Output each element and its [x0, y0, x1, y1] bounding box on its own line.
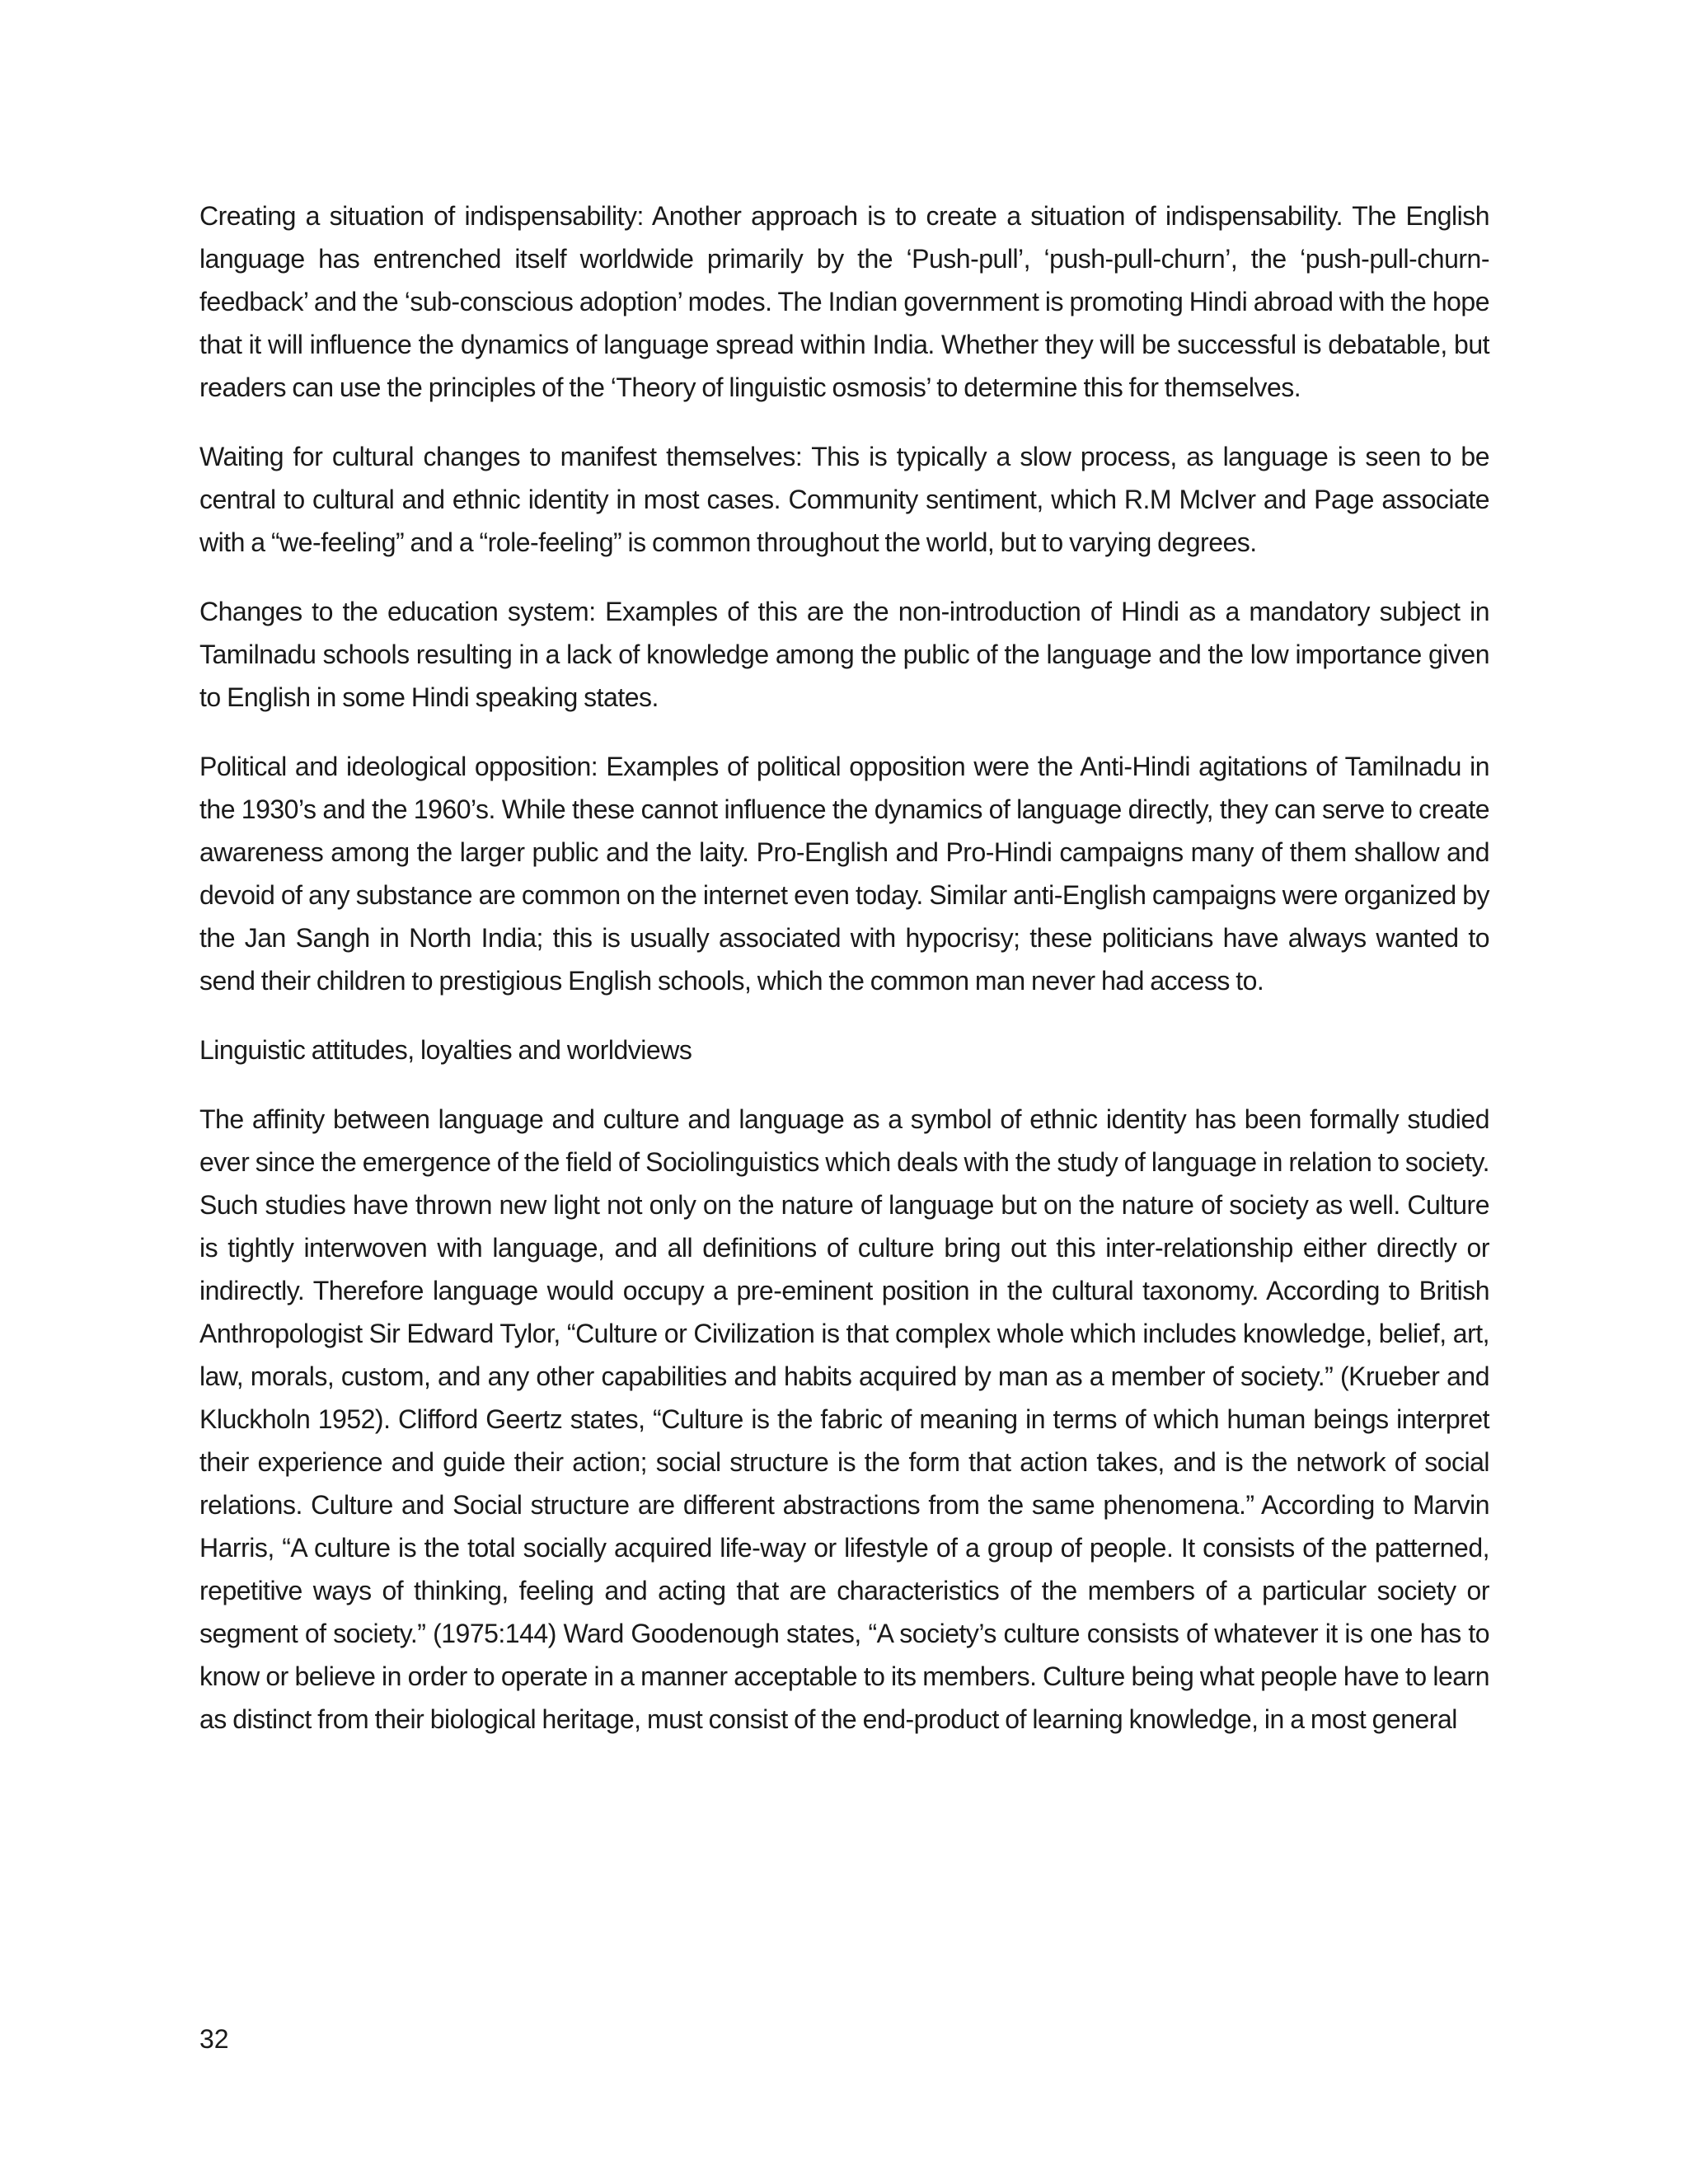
paragraph-cultural-changes: Waiting for cultural changes to manifest themselves: This is typically a slow process, as language is seen to be central to cultural and ethnic identity in most cases. Community sentiment, which R.M McIver and Page associate with a “we-feeling” and a “role-feeling” is common throughout the world, but to varying degrees. [199, 442, 1489, 557]
document-body [199, 194, 1489, 1767]
page-number: 32 [199, 2024, 229, 2054]
paragraph-language-culture: The affinity between language and culture and language as a symbol of ethnic identity has been formally studied ever since the emergence of the field of Sociolinguistics which deals with the study of language in relation to society. Such studies have thrown new light not only on the nature of language but on the nature of society as well. Culture is tightly interwoven with language, and all definitions of culture bring out this inter-relationship either directly or indirectly. Therefore language would occupy a pre-eminent position in the cultural taxonomy. According to British Anthropologist Sir Edward Tylor, “Culture or Civilization is that complex whole which includes knowledge, belief, art, law, morals, custom, and any other capabilities and habits acquired by man as a member of society.” (Krueber and Kluckholn 1952). Clifford Geertz states, “Culture is the fabric of meaning in terms of which human beings interpret their experience and guide their action; social structure is the form that action takes, and is the network of social relations. Culture and Social structure are different abstractions from the same phenomena.” According to Marvin Harris, “A culture is the total socially acquired life-way or lifestyle of a group of people. It consists of the patterned, repetitive ways of thinking, feeling and acting that are characteristics of the members of a particular society or segment of society.” (1975:144) Ward Goodenough states, “A society’s culture consists of whatever it is one has to know or believe in order to operate in a manner acceptable to its members. Culture being what people have to learn as distinct from their biological heritage, must consist of the end-product of learning knowledge, in a most general [199, 1104, 1489, 1734]
paragraph-political-opposition: Political and ideological opposition: Examples of political opposition were the Anti-Hindi agitations of Tamilnadu in the 1930’s and the 1960’s. While these cannot influence the dynamics of language directly, they can serve to create awareness among the larger public and the laity. Pro-English and Pro-Hindi campaigns many of them shallow and devoid of any substance are common on the internet even today. Similar anti-English campaigns were organized by the Jan Sangh in North India; this is usually associated with hypocrisy; these politicians have always wanted to send their children to prestigious English schools, which the common man never had access to. [199, 752, 1489, 996]
section-heading: Linguistic attitudes, loyalties and worldviews [199, 1035, 692, 1065]
paragraph-indispensability: Creating a situation of indispensability: Another approach is to create a situation of indispensability. The English language has entrenched itself worldwide primarily by the ‘Push-pull’, ‘push-pull-churn’, the ‘push-pull-churn-feedback’ and the ‘sub-conscious adoption’ modes. The Indian government is promoting Hindi abroad with the hope that it will influence the dynamics of language spread within India. Whether they will be successful is debatable, but readers can use the principles of the ‘Theory of linguistic osmosis’ to determine this for themselves. [199, 201, 1489, 402]
paragraph-education-system: Changes to the education system: Examples of this are the non-introduction of Hindi as a mandatory subject in Tamilnadu schools resulting in a lack of knowledge among the public of the language and the low importance given to English in some Hindi speaking states. [199, 597, 1489, 712]
